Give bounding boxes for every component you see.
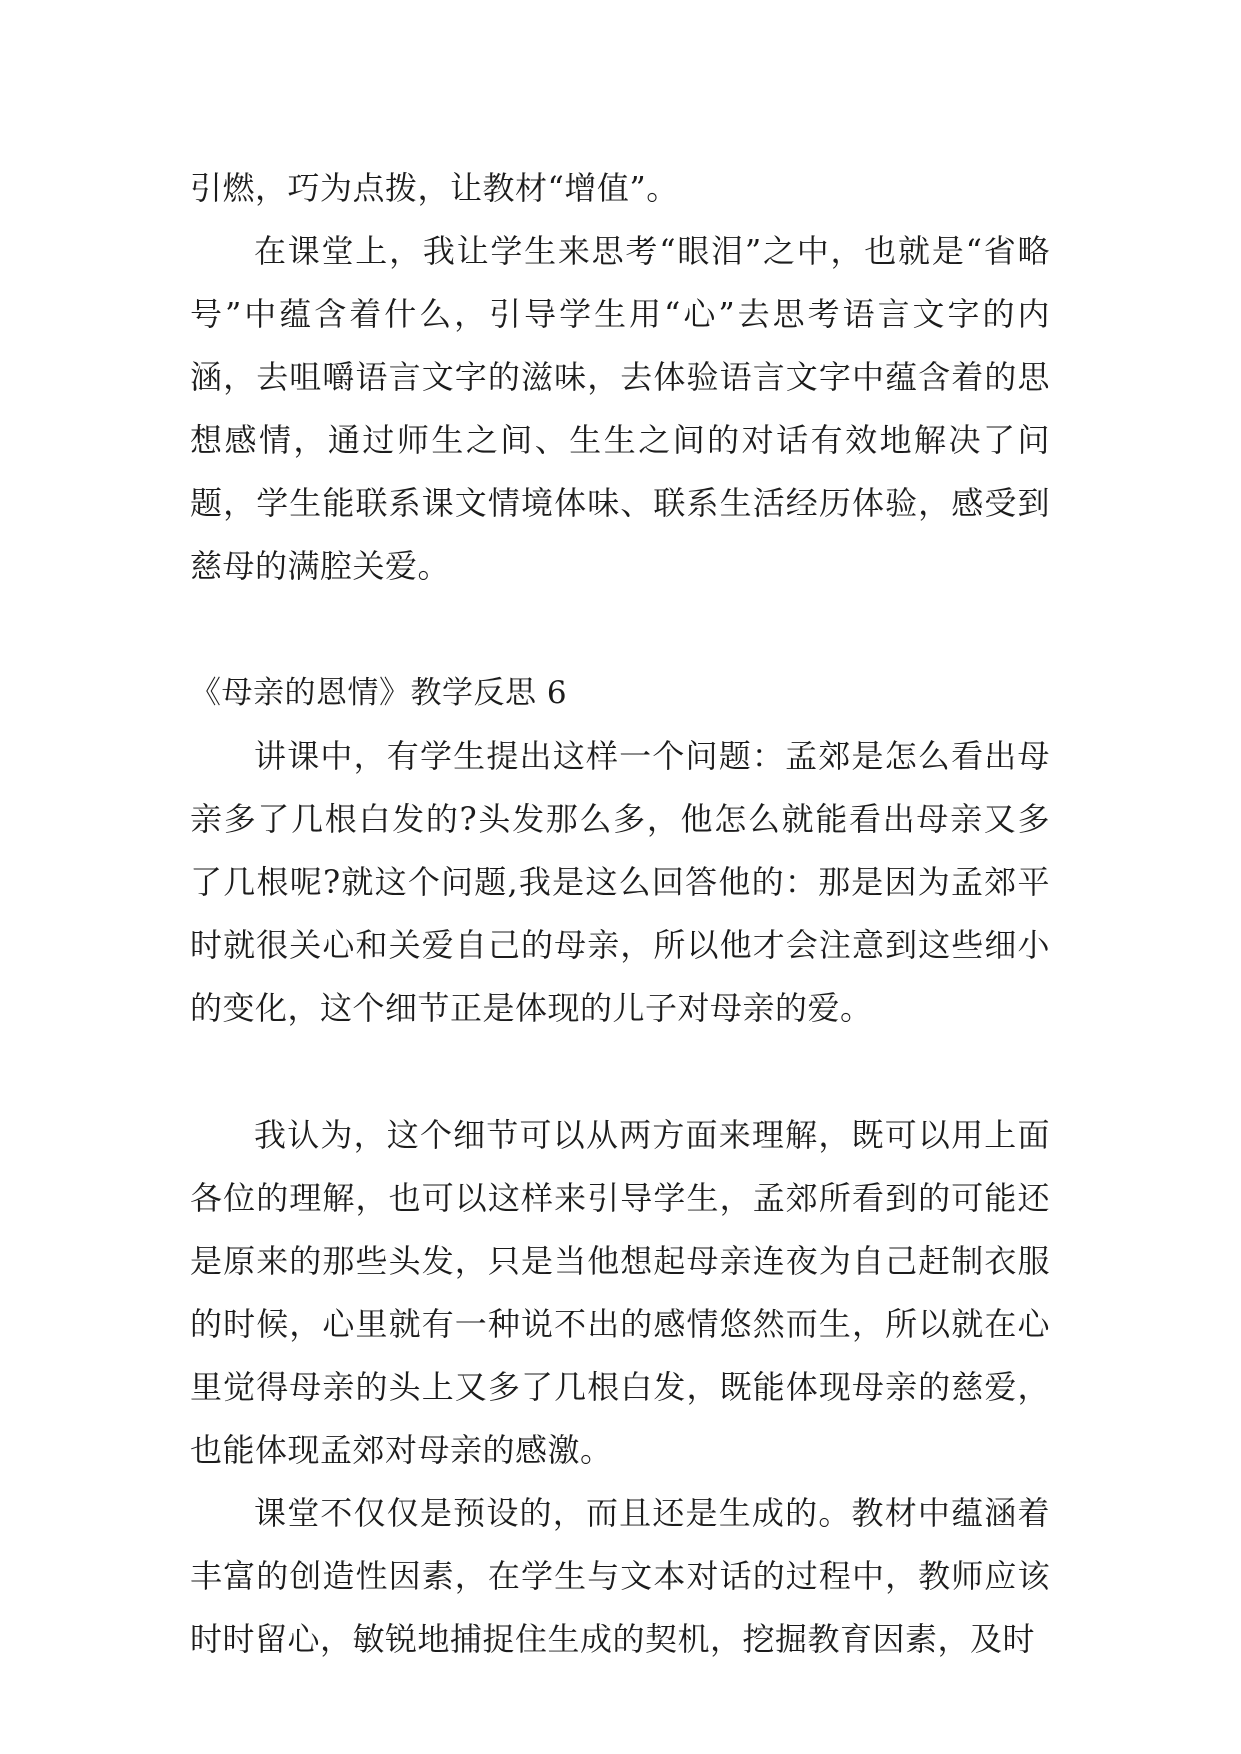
section-title: 《母亲的恩情》教学反思 6: [190, 675, 568, 711]
paragraph-spacer: [190, 1040, 1050, 1104]
paragraph: 课堂不仅仅是预设的，而且还是生成的。教材中蕴涵着丰富的创造性因素，在学生与文本对话的过程中，教师应该时时留心，敏锐地捕捉住生成的契机，挖掘教育因素，及时: [190, 1494, 1050, 1658]
paragraph: 讲课中，有学生提出这样一个问题：孟郊是怎么看出母亲多了几根白发的?头发那么多，他怎么就能看出母亲又多了几根呢?就这个问题,我是这么回答他的：那是因为孟郊平时就很关心和关爱自己的母亲，所以他才会注意到这些细小的变化，这个细节正是体现的儿子对母亲的爱。: [190, 737, 1050, 1027]
paragraph: 在课堂上，我让学生来思考“眼泪”之中，也就是“省略号”中蕴含着什么，引导学生用“心”去思考语言文字的内涵，去咀嚼语言文字的滋味，去体验语言文字中蕴含着的思想感情，通过师生之间、生生之间的对话有效地解决了问题，学生能联系课文情境体味、联系生活经历体验，感受到慈母的满腔关爱。: [190, 232, 1050, 585]
paragraph-continued: 引燃，巧为点拨，让教材“增值”。: [190, 169, 679, 207]
paragraph-spacer: [190, 598, 1050, 662]
paragraph: 我认为，这个细节可以从两方面来理解，既可以用上面各位的理解，也可以这样来引导学生，孟郊所看到的可能还是原来的那些头发，只是当他想起母亲连夜为自己赶制衣服的时候，心里就有一种说不出的感情悠然而生，所以就在心里觉得母亲的头上又多了几根白发，既能体现母亲的慈爱，也能体现孟郊对母亲的感激。: [190, 1116, 1050, 1469]
document-body: [190, 157, 1050, 1671]
